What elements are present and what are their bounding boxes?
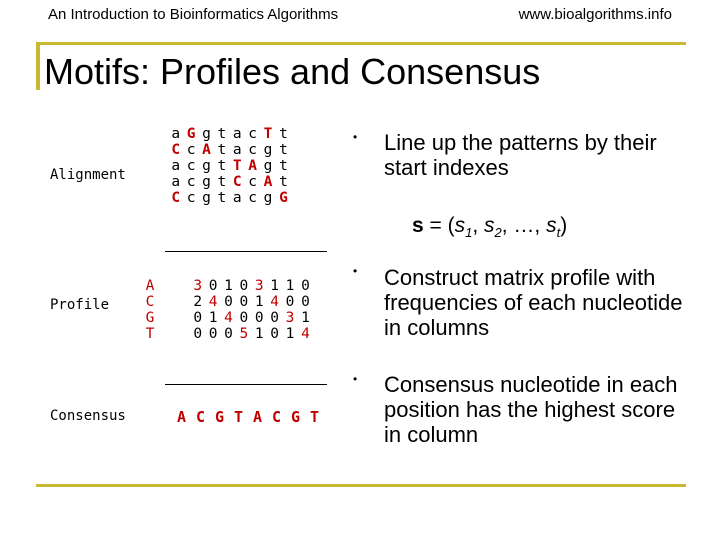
notation-subscript: 1 [465,225,473,241]
alignment-cell: a [171,126,181,142]
profile-cell: 4 [301,326,310,342]
profile-cell: 1 [254,326,264,342]
consensus-label: Consensus [50,408,126,424]
title-rule-horizontal [36,42,686,45]
consensus-string [172,408,324,426]
alignment-cell: C [171,190,181,206]
alignment-cell: c [186,190,196,206]
alignment-cell: t [217,142,227,158]
profile-cell: 0 [208,326,218,342]
profile-cell: 0 [270,310,280,326]
profile-cell: 3 [254,278,264,294]
alignment-cell: A [263,174,273,190]
consensus-letter: A [176,408,187,426]
notation-part: ) [560,214,568,237]
bullet-dot: • [353,372,358,386]
profile-cell: 0 [224,294,233,310]
profile-row [190,326,313,342]
alignment-row [168,126,291,142]
profile-cell: 3 [193,278,203,294]
alignment-cell: t [279,142,288,158]
bullet-construct-profile: Construct matrix profile with frequencies of each nucleotide in columns [384,265,683,340]
profile-cell: 1 [254,294,264,310]
profile-nucleotide-labels [142,278,158,342]
alignment-row [168,190,291,206]
slide-title: Motifs: Profiles and Consensus [44,51,541,92]
alignment-cell: c [186,158,196,174]
profile-matrix [190,278,313,342]
alignment-cell: t [279,126,288,142]
profile-nucleotide-label: C [145,294,155,310]
alignment-cell: c [248,126,258,142]
consensus-letter: T [309,408,320,426]
profile-cell: 0 [239,310,249,326]
profile-cell: 0 [224,326,233,342]
profile-cell: 4 [224,310,233,326]
alignment-cell: G [186,126,196,142]
alignment-cell: c [248,190,258,206]
alignment-cell: a [232,142,242,158]
profile-nucleotide-label: G [145,310,155,326]
alignment-cell: C [232,174,242,190]
divider-line [165,384,327,385]
alignment-cell: A [248,158,258,174]
profile-cell: 0 [270,326,280,342]
bullet-consensus-nucleotide: Consensus nucleotide in each position has the highest score in column [384,372,678,447]
alignment-cell: c [248,142,258,158]
profile-nucleotide-label: A [145,278,155,294]
profile-label: Profile [50,297,110,313]
alignment-cell: a [232,190,242,206]
profile-cell: 0 [301,294,310,310]
notation-subscript: 2 [494,225,502,241]
alignment-cell: t [217,190,227,206]
profile-cell: 1 [270,278,280,294]
profile-cell: 1 [285,278,295,294]
alignment-cell: t [279,158,288,174]
footer-rule [36,484,686,487]
alignment-cell: t [217,126,227,142]
profile-cell: 3 [285,310,295,326]
alignment-cell: A [202,142,211,158]
profile-row [190,310,313,326]
s-bold: s [412,214,424,237]
alignment-cell: T [263,126,273,142]
profile-cell: 0 [239,278,249,294]
alignment-cell: c [248,174,258,190]
alignment-cell: g [263,142,273,158]
notation-part: s [454,214,466,237]
profile-cell: 4 [270,294,280,310]
alignment-cell: g [202,174,211,190]
profile-row [190,294,313,310]
profile-cell: 1 [208,310,218,326]
alignment-cell: t [279,174,288,190]
header-website: www.bioalgorithms.info [518,6,672,23]
profile-cell: 1 [224,278,233,294]
divider-line [165,251,327,252]
profile-cell: 0 [208,278,218,294]
consensus-letter: G [290,408,301,426]
alignment-cell: T [232,158,242,174]
motif-set-notation [412,214,567,240]
notation-part: = ( [423,214,455,237]
alignment-row [168,142,291,158]
profile-cell: 4 [208,294,218,310]
notation-subscript: t [556,225,561,241]
profile-cell: 0 [239,294,249,310]
profile-cell: 5 [239,326,249,342]
alignment-cell: g [202,158,211,174]
bullet-dot: • [353,264,358,278]
profile-nucleotide-label: T [145,326,155,342]
alignment-cell: t [217,158,227,174]
notation-part: s [484,214,495,237]
bullet-line-up-patterns: Line up the patterns by their start indexes [384,130,657,180]
alignment-label: Alignment [50,167,126,183]
alignment-cell: g [263,158,273,174]
notation-part: , [472,214,485,237]
consensus-letter: C [195,408,206,426]
profile-cell: 2 [193,294,203,310]
notation-part: s [546,214,557,237]
alignment-cell: G [279,190,288,206]
alignment-cell: g [202,126,211,142]
consensus-letter: A [252,408,263,426]
consensus-letter: T [233,408,244,426]
bullet-dot: • [353,130,358,144]
alignment-cell: a [171,158,181,174]
alignment-cell: C [171,142,181,158]
notation-part: , …, [501,214,547,237]
profile-cell: 0 [193,310,203,326]
header-course-title: An Introduction to Bioinformatics Algorithms [48,6,339,23]
alignment-cell: a [232,126,242,142]
alignment-cell: c [186,142,196,158]
profile-row [190,278,313,294]
alignment-row [168,174,291,190]
profile-cell: 0 [301,278,310,294]
profile-cell: 0 [254,310,264,326]
alignment-cell: c [186,174,196,190]
title-rule-vertical [36,42,40,90]
profile-cell: 0 [285,294,295,310]
alignment-matrix [168,126,291,206]
consensus-letter: G [214,408,225,426]
consensus-letter: C [271,408,282,426]
alignment-cell: t [217,174,227,190]
profile-cell: 1 [301,310,310,326]
alignment-cell: g [263,190,273,206]
alignment-cell: g [202,190,211,206]
alignment-cell: a [171,174,181,190]
profile-cell: 1 [285,326,295,342]
profile-cell: 0 [193,326,203,342]
alignment-row [168,158,291,174]
